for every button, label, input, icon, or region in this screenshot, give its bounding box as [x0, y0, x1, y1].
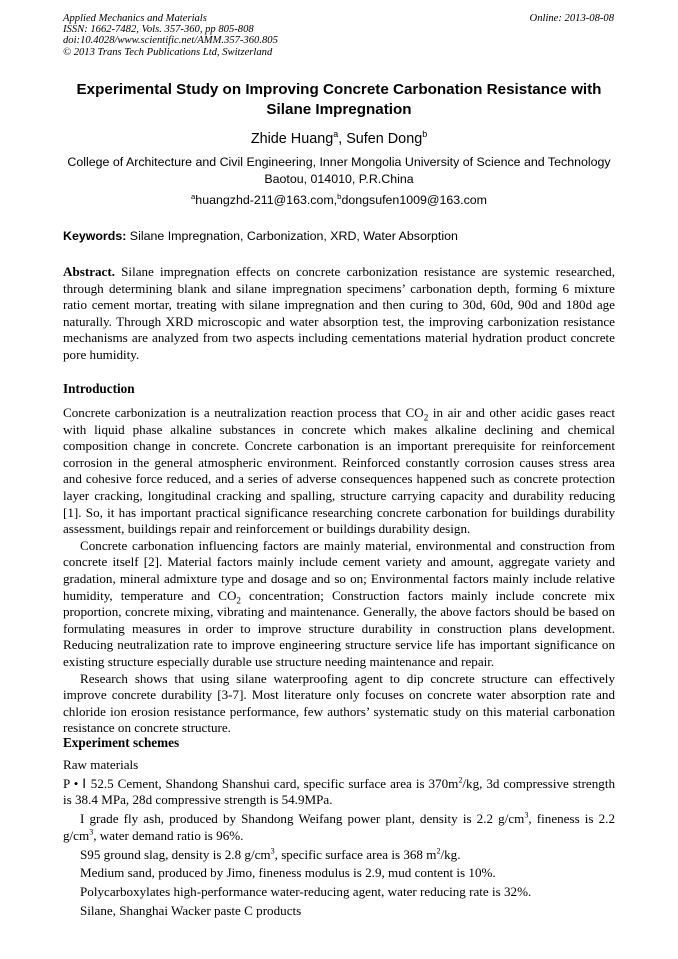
paragraph	[63, 405, 615, 538]
material-slag	[63, 847, 615, 864]
superscript: 3	[270, 846, 275, 856]
superscript: 3	[89, 827, 94, 837]
paragraph-text: Concrete carbonization is a neutralization reaction process that CO	[63, 405, 424, 420]
material-silane: Silane, Shanghai Wacker paste C products	[80, 902, 302, 918]
online-date: Online: 2013-08-08	[529, 13, 614, 24]
paragraph	[63, 538, 615, 671]
introduction-body	[63, 405, 615, 737]
material-text: S95 ground slag, density is 2.8 g/cm	[80, 846, 271, 862]
email-link[interactable]: huangzhd-211@163.com,	[195, 193, 338, 207]
paragraph-text: in air and other acidic gases react with liquid phase alkaline substances in concrete which makes alkaline declining and chemical composition change in concrete. Concrete carbonation is an important prerequisite for reinforcement corrosion in the general atmospheric environment. Reinforced constantly corrosion causes stress area and cohesive force reduced, and a series of adverse consequences happened such as concrete protection layer cracking, longitudinal cracking and spalling, structure carrying capacity and durability reducing [1]. So, it has important practical significance researching concrete carbonation for buildings durability assessment, buildings repair and reinforcement or buildings durability design.	[63, 405, 615, 537]
superscript: 2	[458, 775, 463, 785]
material-text: P • Ⅰ 52.5 Cement, Shandong Shanshui card, specific surface area is 370m	[63, 775, 459, 791]
abstract-label: Abstract.	[63, 264, 115, 279]
section-heading-experiment: Experiment schemes	[63, 735, 180, 750]
material-text: /kg.	[440, 846, 461, 862]
keywords	[63, 228, 615, 244]
paragraph-text: Concrete carbonation influencing factors are mainly material, environmental and construction from concrete itself [2]. Material factors mainly include cement variety and amount, aggregate variety and gradation, mineral admixture type and dosage and so on; Environmental factors mainly include relative humidity, temperature and CO	[63, 537, 615, 603]
keywords-text: Silane Impregnation, Carbonization, XRD, Water Absorption	[126, 229, 458, 243]
author-list	[63, 130, 615, 148]
paragraph-text: concentration; Construction factors mainly include concrete mix proportion, concrete mixing, vibrating and maintenance. Generally, the above factors should be based on formulating measures in order to improve structure durability in construction plans development. Reducing neutralization rate to improve engineering structure service life has important significance on existing structure especially durable use structure needing maintenance and repair.	[63, 587, 615, 669]
journal-header	[63, 13, 278, 58]
material-text: , water demand ratio is 96%.	[93, 827, 244, 843]
raw-materials	[63, 757, 615, 922]
paper-title: Experimental Study on Improving Concrete Carbonation Resistance with Silane Impregnation	[76, 81, 602, 118]
material-text: , specific surface area is 368 m	[274, 846, 437, 862]
keywords-label: Keywords:	[63, 229, 127, 243]
material-text: /kg, 3d compressive strength is 38.4 MPa, 28d compressive strength is 54.9MPa.	[63, 775, 615, 808]
author-separator: ,	[338, 131, 347, 147]
copyright-line: © 2013 Trans Tech Publications Ltd, Switzerland	[63, 46, 273, 58]
material-water-reducer: Polycarboxylates high-performance water-reducing agent, water reducing rate is 32%.	[80, 884, 532, 900]
superscript: 2	[436, 846, 441, 856]
subsection-heading: Raw materials	[63, 757, 139, 772]
author-name: Sufen Dong	[346, 131, 423, 147]
issn-line: ISSN: 1662-7482, Vols. 357-360, pp 805-808	[63, 24, 254, 36]
affiliation-line: College of Architecture and Civil Engineering, Inner Mongolia University of Science and Technology	[67, 155, 611, 169]
email-link[interactable]: dongsufen1009@163.com	[341, 193, 487, 207]
affiliation-line: Baotou, 014010, P.R.China	[264, 172, 414, 186]
author-mark: a	[333, 129, 339, 140]
abstract	[63, 264, 615, 364]
abstract-text: Silane impregnation effects on concrete carbonization resistance are systemic researched, through determining blank and silane impregnation specimens’ carbonation depth, forming 6 mixture ratio cement mortar, treating with silane impregnation and then curing to 30d, 60d, 90d and 180d age naturally. Through XRD microscopic and water absorption test, the improving carbonization resistance mechanisms are analyzed from two aspects including cementations material hydration product concrete pore humidity.	[63, 264, 615, 362]
email-list	[63, 192, 615, 208]
author-mark: b	[422, 129, 428, 140]
doi-line: doi:10.4028/www.scientific.net/AMM.357-360.805	[63, 35, 278, 47]
email-mark: b	[337, 191, 342, 201]
author-name: Zhide Huang	[250, 131, 334, 147]
material-cement	[63, 776, 615, 809]
superscript: 3	[524, 810, 529, 820]
affiliation	[63, 154, 615, 188]
journal-name: Applied Mechanics and Materials	[63, 13, 207, 24]
section-heading-introduction: Introduction	[63, 381, 135, 396]
material-sand: Medium sand, produced by Jimo, fineness modulus is 2.9, mud content is 10%.	[80, 865, 496, 881]
material-fly-ash	[63, 811, 615, 844]
subscript: 2	[423, 412, 429, 423]
subscript: 2	[236, 595, 241, 606]
material-text: I grade fly ash, produced by Shandong Weifang power plant, density is 2.2 g/cm	[80, 811, 525, 827]
email-mark: a	[191, 191, 196, 201]
material-text: , fineness is 2.2 g/cm	[63, 811, 615, 843]
paragraph: Research shows that using silane waterproofing agent to dip concrete structure can effectively improve concrete durability [3-7]. Most literature only focuses on concrete water absorption rate and chloride ion erosion resistance performance, few authors’ systematic study on this material carbonation resistance on concrete structure.	[63, 670, 615, 736]
